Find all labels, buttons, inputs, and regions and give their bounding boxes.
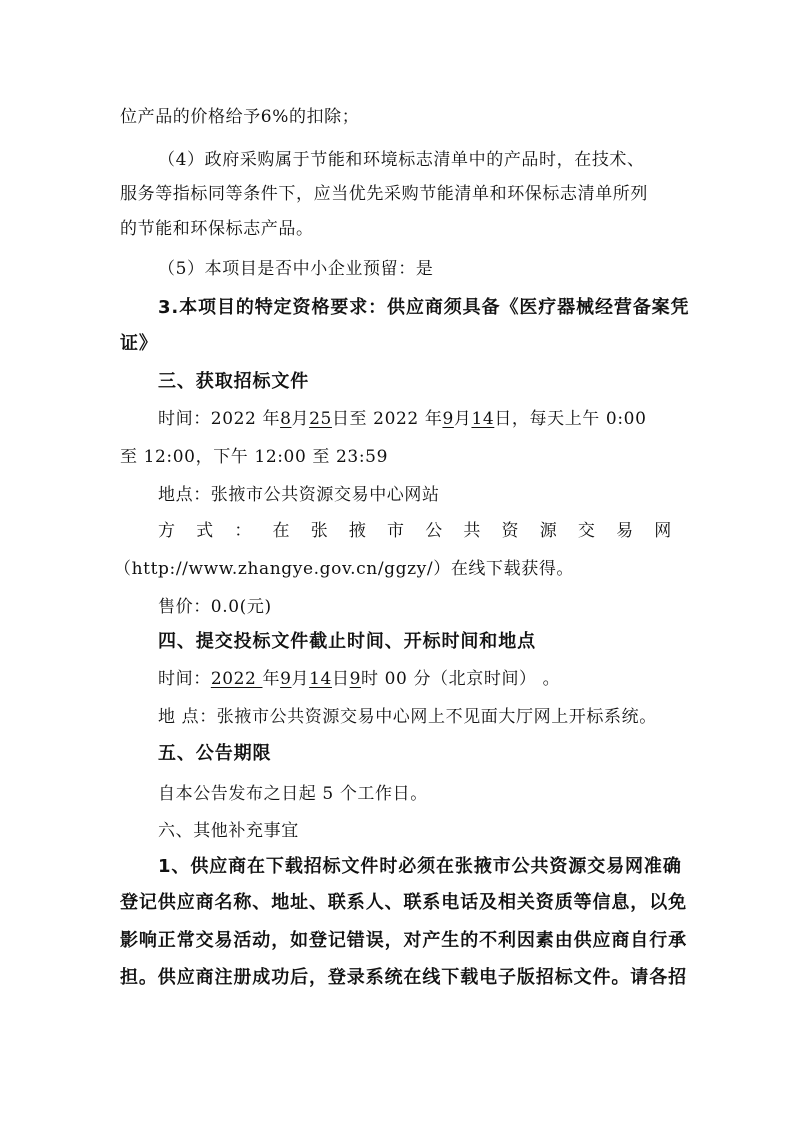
text-run: 位产品的价格给予6%的扣除； bbox=[120, 107, 360, 127]
text-line bbox=[120, 447, 388, 467]
text-line bbox=[158, 485, 440, 505]
text-run: 担。供应商注册成功后，登录系统在线下载电子版招标文件。请各招 bbox=[120, 967, 687, 988]
text-run: 登记供应商名称、地址、联系人、联系电话及相关资质等信息，以免 bbox=[120, 892, 687, 913]
underlined-field: 14 bbox=[309, 669, 332, 689]
text-line bbox=[158, 669, 560, 689]
text-line bbox=[114, 559, 574, 579]
text-run: 的节能和环保标志产品。 bbox=[120, 219, 314, 239]
text-run: 日，每天上午 0:00 bbox=[494, 409, 647, 429]
text-line bbox=[158, 821, 299, 841]
text-char: 网 bbox=[654, 521, 672, 541]
text-char: 公 bbox=[425, 521, 443, 541]
underlined-field: 14 bbox=[471, 409, 495, 429]
text-run: 3.本项目的特定资格要求：供应商须具备《医疗器械经营备案凭 bbox=[158, 297, 690, 318]
text-run: 地点：张掖市公共资源交易中心网站 bbox=[158, 485, 440, 505]
section-heading bbox=[158, 744, 271, 764]
section-heading bbox=[158, 632, 536, 652]
text-run: 售价：0.0(元) bbox=[158, 597, 272, 617]
text-run: （5）本项目是否中小企业预留：是 bbox=[158, 259, 434, 279]
text-run: 年 bbox=[262, 669, 281, 689]
text-char: 共 bbox=[463, 521, 481, 541]
text-char: 掖 bbox=[348, 521, 367, 541]
url-text: （http://www.zhangye.gov.cn/ggzy/）在线下载获得。 bbox=[114, 559, 575, 579]
text-char: 源 bbox=[539, 521, 558, 541]
bold-paragraph-line bbox=[120, 893, 687, 913]
text-line bbox=[158, 409, 647, 429]
bold-paragraph-line bbox=[120, 968, 687, 988]
underlined-field: 9 bbox=[442, 409, 454, 429]
text-run: 月 bbox=[453, 409, 472, 429]
text-run: 证》 bbox=[120, 333, 158, 354]
text-run: 月 bbox=[291, 409, 310, 429]
text-line bbox=[158, 597, 272, 617]
text-run: 三、获取招标文件 bbox=[158, 371, 310, 392]
text-char: 市 bbox=[387, 521, 405, 541]
text-char: 交 bbox=[577, 521, 596, 541]
text-run: 时间：2022 年 bbox=[158, 409, 281, 429]
text-run: 影响正常交易活动，如登记错误，对产生的不利因素由供应商自行承 bbox=[120, 930, 687, 951]
underlined-field: 9 bbox=[349, 669, 361, 689]
text-run: 五、公告期限 bbox=[158, 743, 272, 764]
section-heading bbox=[158, 298, 689, 318]
text-line bbox=[158, 259, 433, 279]
text-run: 时 00 分（北京时间） 。 bbox=[361, 669, 561, 689]
bold-paragraph-line bbox=[158, 857, 682, 877]
text-line bbox=[120, 219, 314, 239]
text-char: 方 bbox=[158, 521, 176, 541]
text-run: 日 bbox=[331, 669, 350, 689]
text-run: 地 点：张掖市公共资源交易中心网上不见面大厅网上开标系统。 bbox=[158, 707, 657, 727]
text-char: 在 bbox=[272, 521, 291, 541]
text-line bbox=[158, 707, 657, 727]
text-line bbox=[158, 150, 645, 170]
text-run: 自本公告发布之日起 5 个工作日。 bbox=[158, 784, 428, 804]
text-run: 服务等指标同等条件下，应当优先采购节能清单和环保标志清单所列 bbox=[120, 184, 648, 204]
underlined-field: 8 bbox=[280, 409, 292, 429]
text-run: 四、提交投标文件截止时间、开标时间和地点 bbox=[158, 631, 536, 652]
bold-paragraph-line bbox=[120, 931, 687, 951]
text-line-justified bbox=[158, 521, 672, 541]
text-run: 至 12:00，下午 12:00 至 23:59 bbox=[120, 447, 388, 467]
text-char: 资 bbox=[501, 521, 520, 541]
text-char: 式 bbox=[196, 521, 214, 541]
underlined-field: 9 bbox=[280, 669, 292, 689]
text-run: 月 bbox=[291, 669, 310, 689]
text-run: 日至 2022 年 bbox=[331, 409, 443, 429]
text-line bbox=[120, 184, 648, 204]
underlined-field: 2022 bbox=[210, 669, 263, 689]
text-line bbox=[158, 784, 428, 804]
text-char: 易 bbox=[616, 521, 634, 541]
text-run: （4）政府采购属于节能和环境标志清单中的产品时，在技术、 bbox=[158, 150, 645, 170]
text-run: 1、供应商在下载招标文件时必须在张掖市公共资源交易网准确 bbox=[158, 856, 682, 877]
underlined-field: 25 bbox=[309, 409, 332, 429]
text-char: ： bbox=[234, 521, 252, 541]
text-line bbox=[120, 107, 359, 127]
section-heading bbox=[120, 334, 158, 354]
text-run: 六、其他补充事宜 bbox=[158, 821, 299, 841]
section-heading bbox=[158, 372, 309, 392]
text-char: 张 bbox=[310, 521, 329, 541]
text-run: 时间： bbox=[158, 669, 211, 689]
